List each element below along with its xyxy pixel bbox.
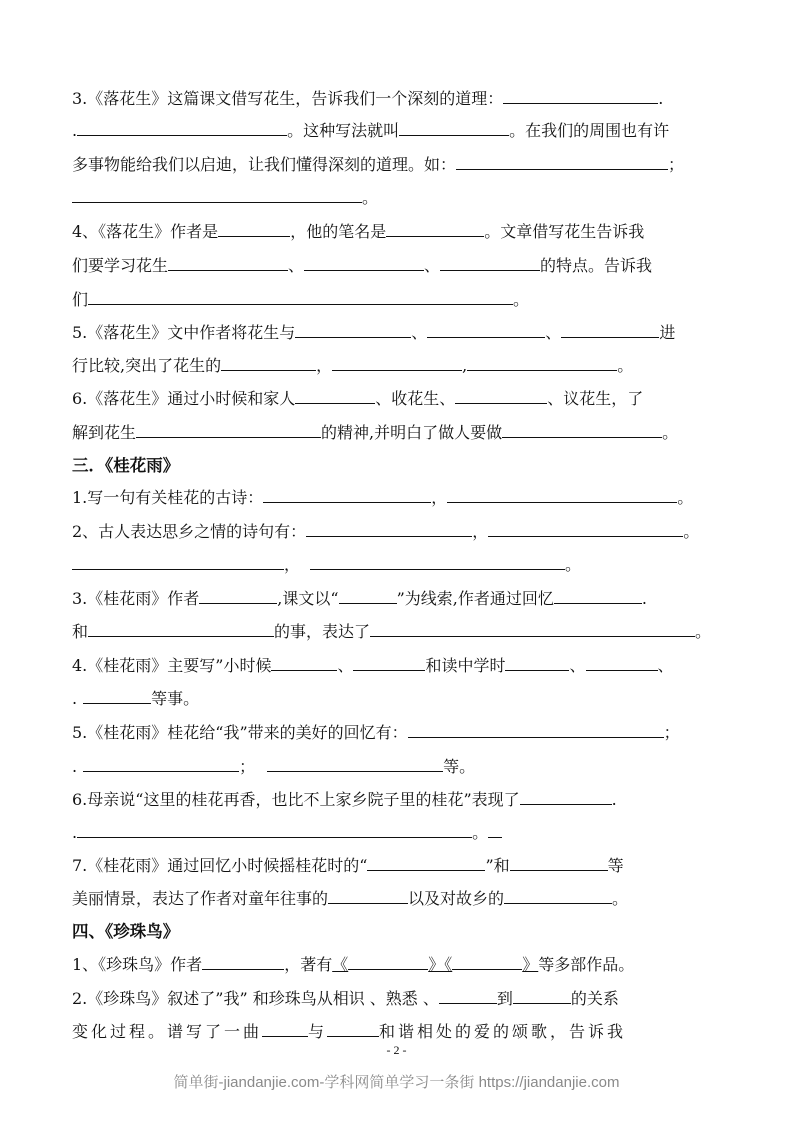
g4-line-2: . 等事。 bbox=[72, 689, 200, 708]
answer-blank[interactable] bbox=[202, 955, 284, 970]
q5-line-2: 行比较,突出了花生的 ， , 。 bbox=[72, 356, 634, 375]
answer-blank[interactable] bbox=[370, 622, 695, 637]
answer-blank[interactable] bbox=[452, 955, 522, 970]
answer-blank[interactable] bbox=[456, 155, 668, 170]
answer-blank[interactable] bbox=[586, 656, 658, 671]
answer-blank[interactable] bbox=[427, 323, 545, 338]
g7-line-1: 7.《桂花雨》通过回忆小时候摇桂花时的“ ”和 等 bbox=[72, 856, 624, 875]
q3-line-1: 3.《落花生》这篇课文借写花生，告诉我们一个深刻的道理： . bbox=[72, 89, 664, 108]
footer-watermark: 简单街-jiandanjie.com-学科网简单学习一条街 https://jiandanjie.com bbox=[173, 1074, 620, 1091]
answer-blank[interactable] bbox=[440, 256, 540, 271]
answer-blank[interactable] bbox=[455, 389, 547, 404]
answer-blank[interactable] bbox=[267, 757, 443, 772]
answer-blank[interactable] bbox=[467, 356, 617, 371]
answer-blank[interactable] bbox=[505, 656, 569, 671]
g3-line-1: 3.《桂花雨》作者 ,课文以“ ”为线索,作者通过回忆 . bbox=[72, 589, 647, 608]
q5-line-1: 5.《落花生》文中作者将花生与 、 、 进 bbox=[72, 323, 676, 342]
answer-blank[interactable] bbox=[399, 121, 509, 136]
q3-line-2: . 。这种写法就叫 。在我们的周围也有许 bbox=[72, 121, 670, 140]
answer-blank[interactable] bbox=[295, 389, 375, 404]
answer-blank[interactable] bbox=[295, 323, 411, 338]
q4-line-2: 们要学习花生 、 、 的特点。告诉我 bbox=[72, 256, 653, 275]
q3-line-3: 多事物能给我们以启迪，让我们懂得深刻的道理。如： ； bbox=[72, 155, 685, 174]
answer-blank[interactable] bbox=[72, 188, 362, 203]
g2-line-1: 2、古人表达思乡之情的诗句有： ， 。 bbox=[72, 522, 700, 541]
answer-blank[interactable] bbox=[83, 689, 151, 704]
g6-line-1: 6.母亲说“这里的桂花再香，也比不上家乡院子里的桂花”表现了 . bbox=[72, 790, 617, 809]
answer-blank[interactable] bbox=[328, 889, 408, 904]
section-3-title: 三．《桂花雨》 bbox=[72, 456, 180, 475]
answer-blank[interactable] bbox=[88, 290, 513, 305]
answer-blank[interactable] bbox=[77, 823, 472, 838]
g2-line-2: ， 。 bbox=[72, 555, 722, 575]
answer-blank[interactable] bbox=[439, 989, 497, 1004]
answer-blank[interactable] bbox=[554, 589, 642, 604]
g5-line-1: 5.《桂花雨》桂花给“我”带来的美好的回忆有： ； bbox=[72, 723, 680, 742]
answer-blank[interactable] bbox=[83, 757, 239, 772]
answer-blank[interactable] bbox=[77, 121, 287, 136]
answer-blank[interactable] bbox=[199, 589, 277, 604]
answer-blank[interactable] bbox=[510, 856, 608, 871]
answer-blank[interactable] bbox=[504, 889, 612, 904]
g5-line-2: . ； 等。 bbox=[72, 757, 476, 776]
answer-blank[interactable] bbox=[447, 488, 677, 503]
q6-line-1: 6.《落花生》通过小时候和家人 、收花生、 、议花生，了 bbox=[72, 389, 644, 408]
answer-blank[interactable] bbox=[488, 522, 683, 537]
answer-blank[interactable] bbox=[262, 1022, 308, 1037]
q4-line-3: 们 。 bbox=[72, 290, 530, 309]
answer-blank[interactable] bbox=[348, 955, 428, 970]
g7-line-2: 美丽情景，表达了作者对童年往事的 以及对故乡的 。 bbox=[72, 889, 629, 908]
answer-blank[interactable] bbox=[502, 423, 662, 438]
answer-blank[interactable] bbox=[520, 790, 612, 805]
q3-line-4: 。 bbox=[72, 188, 722, 208]
answer-blank[interactable] bbox=[353, 656, 425, 671]
g1-line: 1.写一句有关桂花的古诗： ， 。 bbox=[72, 488, 694, 507]
q6-line-2: 解到花生 的精神,并明白了做人要做 。 bbox=[72, 423, 679, 442]
answer-blank[interactable] bbox=[221, 356, 316, 371]
answer-blank[interactable] bbox=[271, 656, 337, 671]
g6-line-2: . 。 bbox=[72, 823, 722, 843]
answer-blank[interactable] bbox=[88, 622, 274, 637]
answer-blank[interactable] bbox=[367, 856, 485, 871]
answer-blank[interactable] bbox=[72, 555, 284, 570]
g4-line-1: 4.《桂花雨》主要写”小时候 、 和读中学时 、 、 bbox=[72, 656, 674, 675]
answer-blank[interactable] bbox=[327, 1022, 379, 1037]
page-number: - 2 - bbox=[386, 1043, 407, 1057]
answer-blank[interactable] bbox=[168, 256, 288, 271]
answer-blank[interactable] bbox=[136, 423, 321, 438]
answer-blank[interactable] bbox=[561, 323, 659, 338]
z2-line-1: 2.《珍珠鸟》叙述了”我” 和珍珠鸟从相识 、熟悉 、 到 的关系 bbox=[72, 989, 619, 1008]
answer-blank[interactable] bbox=[332, 356, 462, 371]
answer-blank[interactable] bbox=[408, 723, 664, 738]
answer-blank[interactable] bbox=[218, 222, 290, 237]
answer-blank[interactable] bbox=[339, 589, 397, 604]
z2-line-2: 变化过程。谱写了一曲 与 和谐相处的爱的颂歌，告诉我 bbox=[72, 1022, 627, 1041]
q4-line-1: 4、《落花生》作者是 ，他的笔名是 。文章借写花生告诉我 bbox=[72, 222, 645, 241]
g3-line-2: 和 的事，表达了 。 bbox=[72, 622, 712, 641]
section-4-title: 四、《珍珠鸟》 bbox=[72, 922, 180, 941]
answer-blank[interactable] bbox=[386, 222, 484, 237]
answer-blank[interactable] bbox=[306, 522, 472, 537]
q3-text: 3.《落花生》这篇课文借写花生，告诉我们一个深刻的道理： bbox=[72, 89, 504, 108]
answer-blank[interactable] bbox=[304, 256, 424, 271]
answer-blank[interactable] bbox=[310, 555, 565, 570]
answer-blank[interactable] bbox=[513, 989, 571, 1004]
z1-line: 1、《珍珠鸟》作者 ，著有《 》《 》等多部作品。 bbox=[72, 955, 635, 974]
answer-blank[interactable] bbox=[503, 89, 658, 104]
answer-blank[interactable] bbox=[263, 488, 431, 503]
